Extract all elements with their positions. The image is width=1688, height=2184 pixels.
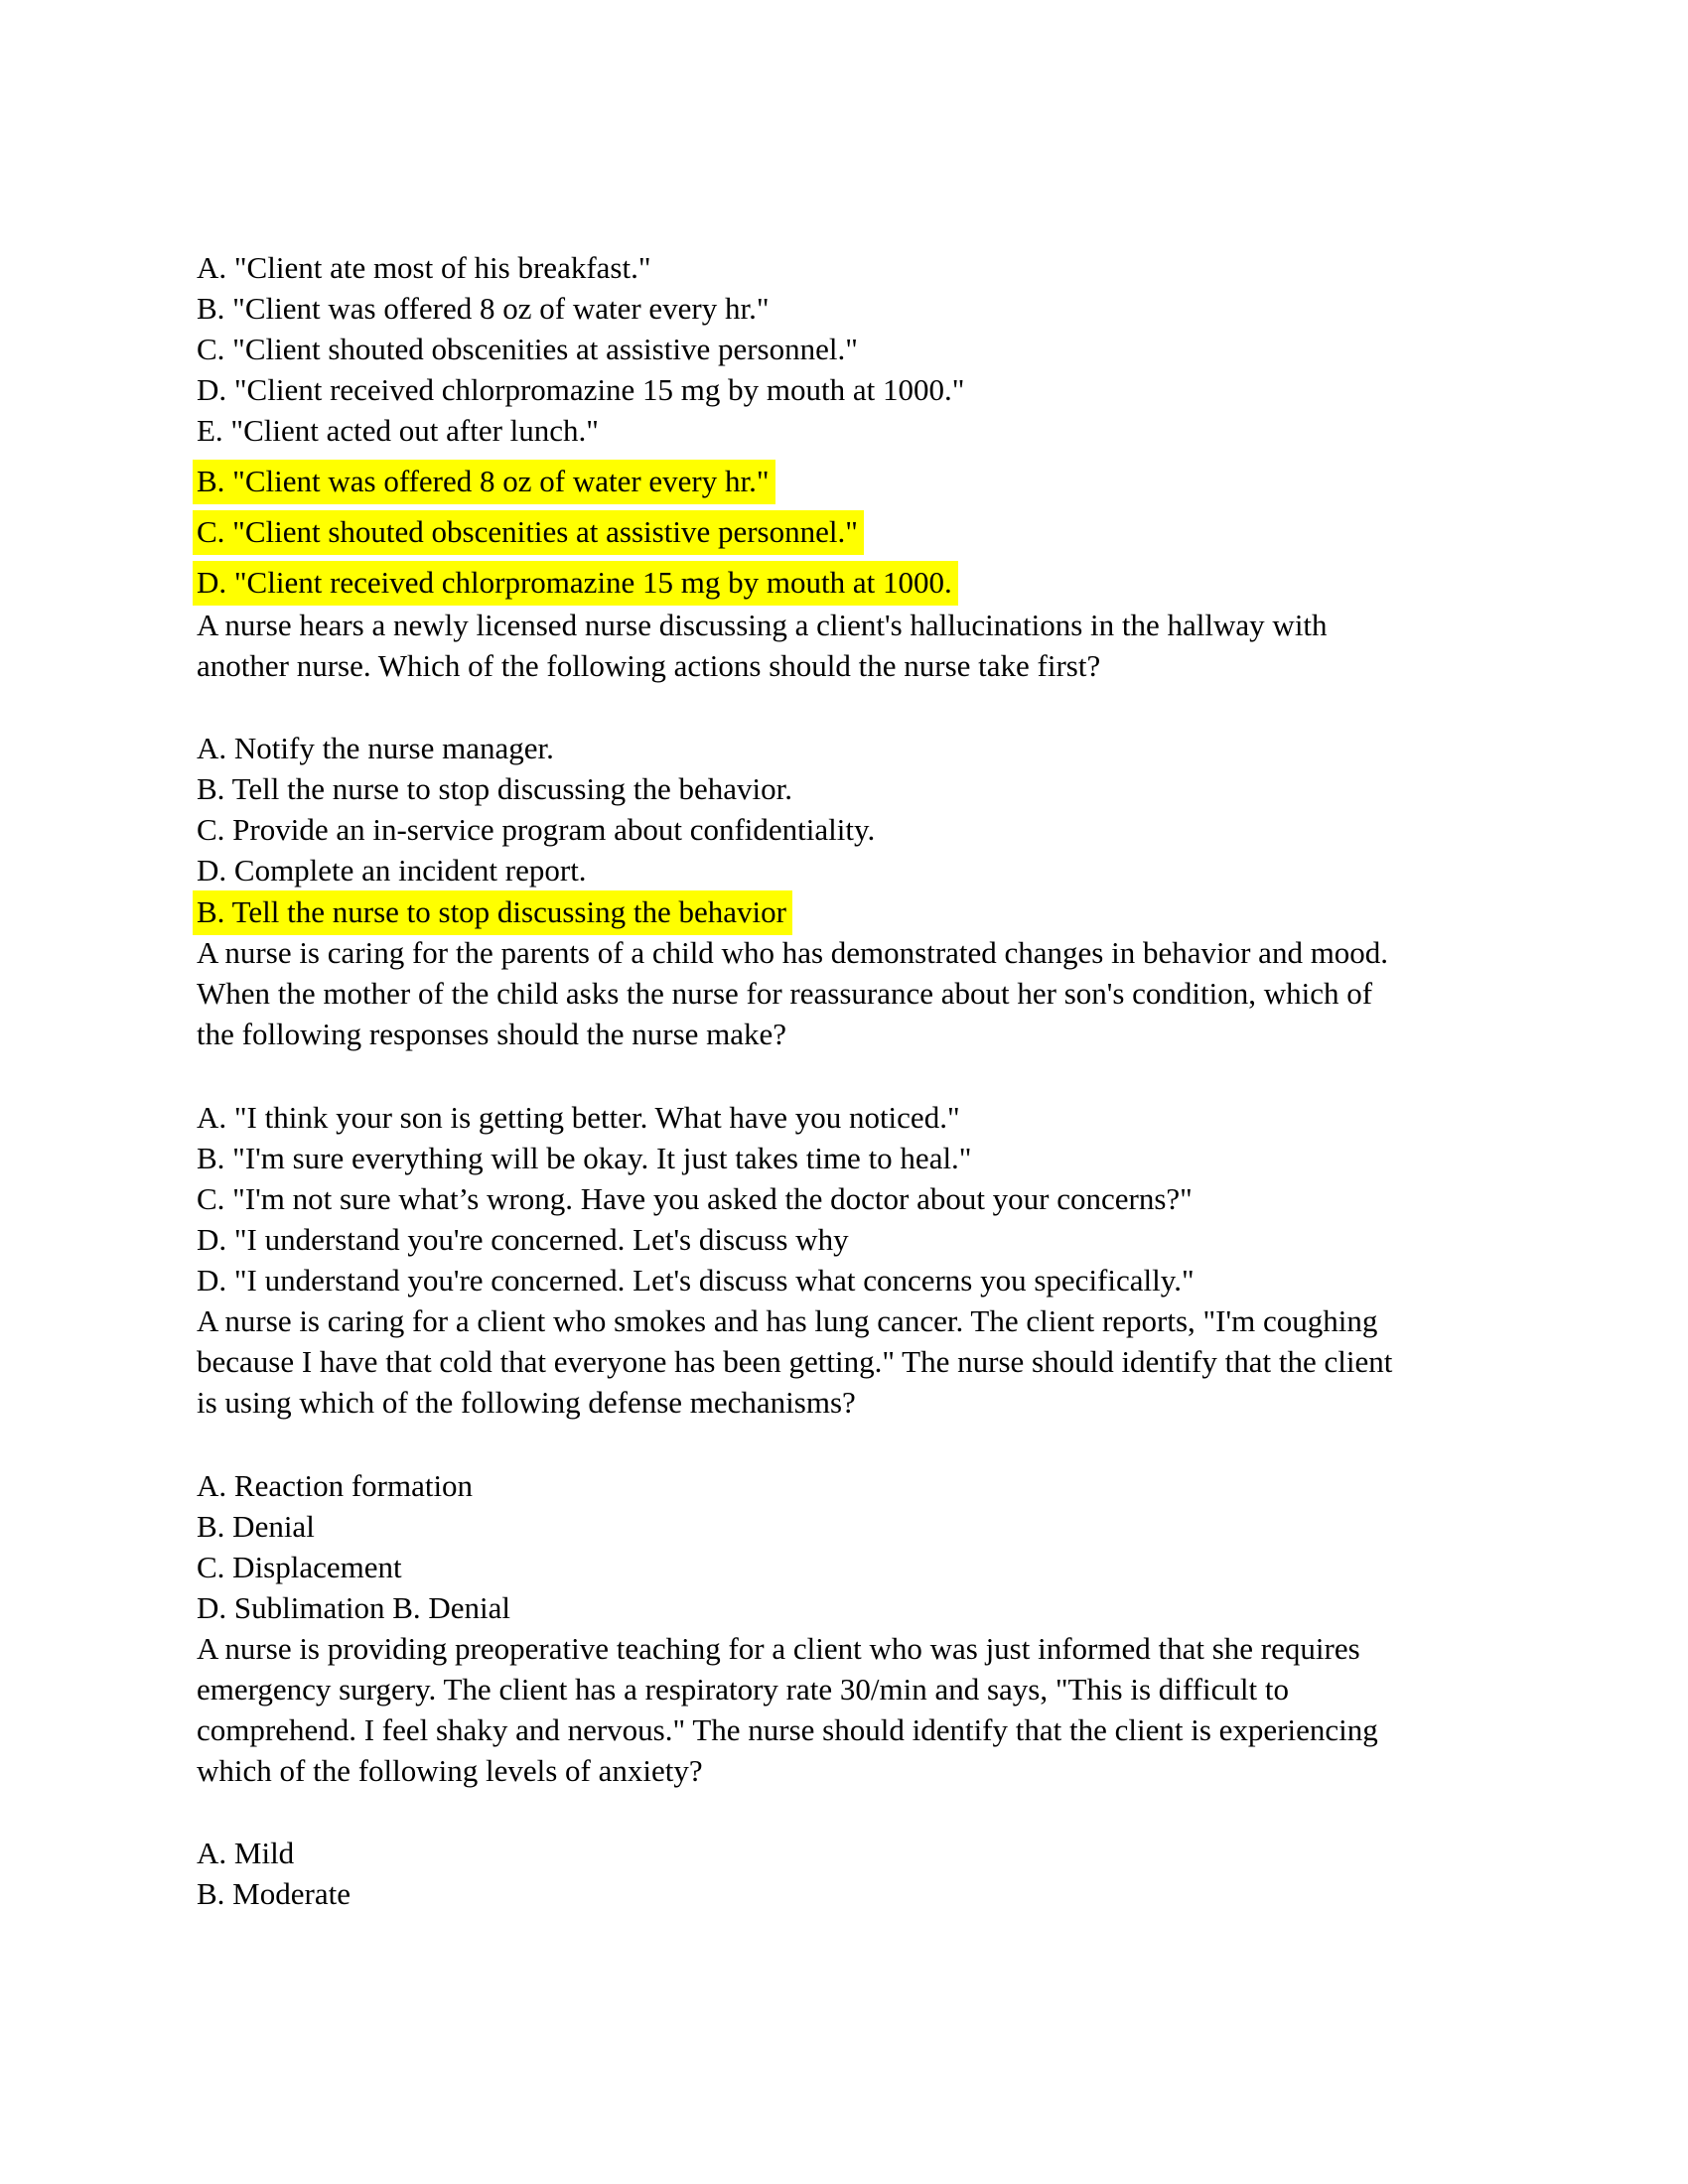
question-line: A nurse is providing preoperative teaching for a client who was just informed that she requires bbox=[197, 1631, 1360, 1666]
question-line: emergency surgery. The client has a respiratory rate 30/min and says, "This is difficult to bbox=[197, 1672, 1289, 1706]
option-line: D. "I understand you're concerned. Let's discuss why bbox=[197, 1222, 849, 1257]
answer-highlight: C. "Client shouted obscenities at assistive personnel." bbox=[193, 510, 864, 555]
option-line: C. Provide an in-service program about confidentiality. bbox=[197, 812, 876, 847]
text-line: C. "Client shouted obscenities at assistive personnel." bbox=[197, 332, 858, 366]
answer-highlight: D. "Client received chlorpromazine 15 mg by mouth at 1000. bbox=[193, 561, 958, 606]
option-line: D. Sublimation B. Denial bbox=[197, 1590, 511, 1625]
answer-highlight: B. Tell the nurse to stop discussing the behavior bbox=[193, 890, 792, 935]
question-line: because I have that cold that everyone has been getting." The nurse should identify that the client bbox=[197, 1344, 1393, 1379]
option-line: A. Mild bbox=[197, 1836, 295, 1870]
option-line: C. Displacement bbox=[197, 1550, 402, 1584]
question-line: A nurse hears a newly licensed nurse discussing a client's hallucinations in the hallway with bbox=[197, 608, 1328, 642]
highlighted-answer-line bbox=[197, 511, 864, 551]
option-line: B. Tell the nurse to stop discussing the behavior. bbox=[197, 771, 792, 806]
question-line: A nurse is caring for the parents of a child who has demonstrated changes in behavior and mood. bbox=[197, 935, 1389, 970]
text-line: B. "Client was offered 8 oz of water every hr." bbox=[197, 291, 770, 326]
option-line: A. "I think your son is getting better. What have you noticed." bbox=[197, 1100, 960, 1135]
question-line: comprehend. I feel shaky and nervous." The nurse should identify that the client is experiencing bbox=[197, 1712, 1378, 1747]
option-line: A. Reaction formation bbox=[197, 1468, 474, 1503]
question-line: the following responses should the nurse make? bbox=[197, 1017, 787, 1051]
text-line: D. "Client received chlorpromazine 15 mg by mouth at 1000." bbox=[197, 372, 965, 407]
option-line: B. Denial bbox=[197, 1509, 315, 1544]
question-line: is using which of the following defense mechanisms? bbox=[197, 1385, 856, 1420]
option-line: D. "I understand you're concerned. Let's discuss what concerns you specifically." bbox=[197, 1263, 1195, 1297]
question-line: When the mother of the child asks the nurse for reassurance about her son's condition, which of bbox=[197, 976, 1373, 1011]
option-line: C. "I'm not sure what’s wrong. Have you asked the doctor about your concerns?" bbox=[197, 1181, 1193, 1216]
option-line: A. Notify the nurse manager. bbox=[197, 731, 554, 765]
highlighted-answer-line bbox=[197, 891, 792, 931]
question-line: A nurse is caring for a client who smokes and has lung cancer. The client reports, "I'm coughing bbox=[197, 1303, 1378, 1338]
text-line: A. "Client ate most of his breakfast." bbox=[197, 250, 651, 285]
highlighted-answer-line bbox=[197, 461, 775, 500]
option-line: D. Complete an incident report. bbox=[197, 853, 587, 887]
question-line: which of the following levels of anxiety? bbox=[197, 1753, 703, 1788]
option-line: B. "I'm sure everything will be okay. It just takes time to heal." bbox=[197, 1141, 972, 1175]
highlighted-answer-line bbox=[197, 562, 958, 602]
answer-highlight: B. "Client was offered 8 oz of water every hr." bbox=[193, 460, 775, 504]
question-line: another nurse. Which of the following actions should the nurse take first? bbox=[197, 648, 1101, 683]
option-line: B. Moderate bbox=[197, 1876, 351, 1911]
text-line: E. "Client acted out after lunch." bbox=[197, 413, 599, 448]
